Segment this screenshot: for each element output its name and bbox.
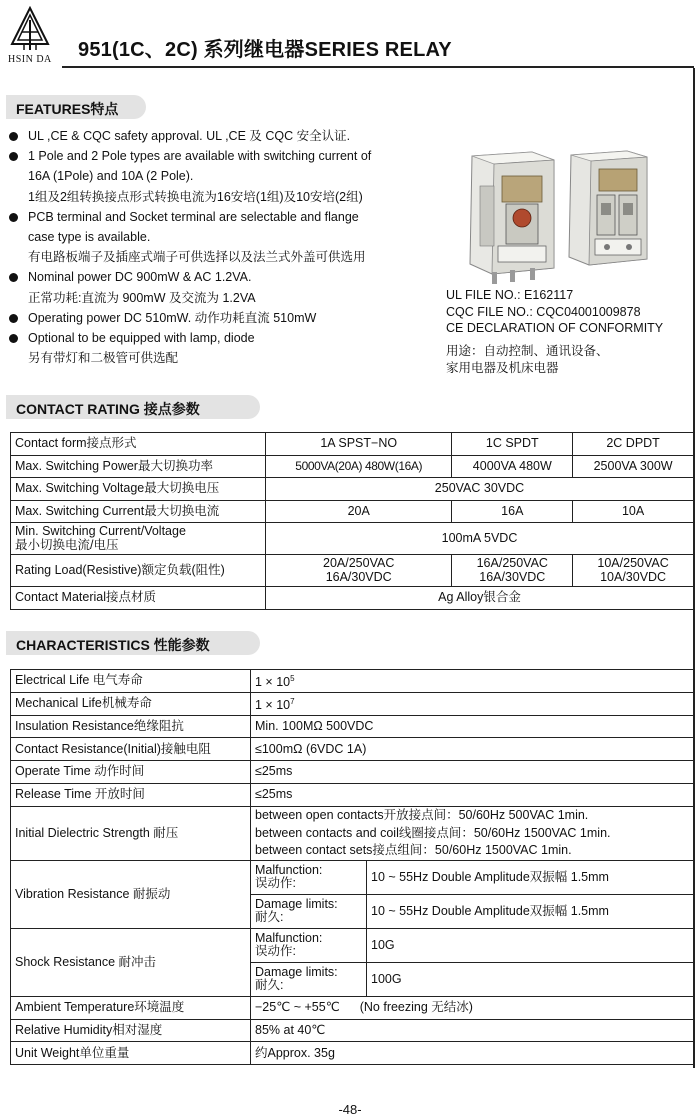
feature-line: case type is available. <box>28 230 151 245</box>
characteristics-heading: CHARACTERISTICS 性能参数 <box>6 631 260 655</box>
relay-2c-photo <box>563 147 651 273</box>
row-label: Insulation Resistance绝缘阻抗 <box>11 715 251 738</box>
table-cell: 100G <box>367 962 694 996</box>
sub-label-line: 误动作: <box>255 944 296 959</box>
sub-label-line: Malfunction: <box>255 862 323 877</box>
table-row <box>11 806 694 860</box>
row-label: Unit Weight单位重量 <box>11 1042 251 1065</box>
table-cell: 20A <box>266 500 452 523</box>
table-cell <box>251 806 694 860</box>
table-row <box>11 692 694 715</box>
table-row <box>11 1019 694 1042</box>
table-cell: 约Approx. 35g <box>251 1042 694 1065</box>
temperature-range: −25℃ ~ +55℃ <box>255 999 340 1014</box>
logo-text: HSIN DA <box>8 54 52 65</box>
sub-label-line: 耐久: <box>255 910 284 925</box>
cell-line: between open contacts开放接点间：50/60Hz 500VAC 1min. <box>255 808 589 823</box>
feature-item <box>8 308 428 328</box>
features-list <box>8 126 428 368</box>
row-label <box>11 523 266 555</box>
table-cell <box>251 670 694 693</box>
table-row <box>11 587 694 610</box>
row-label: Max. Switching Voltage最大切换电压 <box>11 478 266 501</box>
table-cell: 85% at 40℃ <box>251 1019 694 1042</box>
cell-line: 16A/30VDC <box>325 569 392 584</box>
feature-line: 有电路板端子及插座式端子可供选择以及法兰式外盖可供选用 <box>28 250 366 265</box>
characteristics-table <box>10 669 694 1065</box>
row-label: Contact form接点形式 <box>11 433 266 456</box>
table-cell <box>452 555 573 587</box>
feature-line: Optional to be equipped with lamp, diode <box>28 331 255 346</box>
row-label: Contact Material接点材质 <box>11 587 266 610</box>
table-cell: 2500VA 300W <box>573 455 694 478</box>
table-cell <box>573 555 694 587</box>
sub-label-line: Damage limits: <box>255 964 338 979</box>
table-cell: ≤25ms <box>251 783 694 806</box>
bullet-icon <box>9 213 18 222</box>
cell-line: 20A/250VAC <box>323 556 395 570</box>
sub-label <box>251 860 367 894</box>
row-label: Shock Resistance 耐冲击 <box>11 928 251 996</box>
row-label: Ambient Temperature环境温度 <box>11 996 251 1019</box>
pagoda-logo-icon <box>10 6 50 52</box>
feature-line: Operating power DC 510mW. 动作功耗直流 510mW <box>28 310 317 325</box>
table-cell: 1C SPDT <box>452 433 573 456</box>
usage-line: 用途：自动控制、通讯设备、 <box>446 344 609 358</box>
table-cell: Ag Alloy银合金 <box>266 587 694 610</box>
table-row <box>11 761 694 784</box>
cell-line: 16A/30VDC <box>479 569 546 584</box>
table-row <box>11 500 694 523</box>
table-row <box>11 783 694 806</box>
row-label-line: Min. Switching Current/Voltage <box>15 524 186 538</box>
bullet-icon <box>9 132 18 141</box>
feature-item <box>8 207 428 268</box>
table-cell <box>266 555 452 587</box>
ul-file-no: UL FILE NO.: E162117 <box>446 288 574 302</box>
table-row <box>11 433 694 456</box>
table-row <box>11 928 694 962</box>
table-row <box>11 523 694 555</box>
feature-item <box>8 126 428 146</box>
contact-rating-table <box>10 432 694 610</box>
bullet-icon <box>9 334 18 343</box>
bullet-icon <box>9 152 18 161</box>
table-cell: ≤100mΩ (6VDC 1A) <box>251 738 694 761</box>
sub-label-line: Damage limits: <box>255 896 338 911</box>
table-row <box>11 478 694 501</box>
table-cell: 2C DPDT <box>573 433 694 456</box>
feature-line: UL ,CE & CQC safety approval. UL ,CE 及 CQC 安全认证. <box>28 129 351 143</box>
feature-item <box>8 146 428 207</box>
table-row <box>11 860 694 894</box>
sub-label <box>251 962 367 996</box>
feature-line: Nominal power DC 900mW & AC 1.2VA. <box>28 270 252 285</box>
row-label: Release Time 开放时间 <box>11 783 251 806</box>
header-divider <box>62 66 694 68</box>
row-label: Rating Load(Resistive)额定负载(阻性) <box>11 555 266 587</box>
row-label: Max. Switching Current最大切换电流 <box>11 500 266 523</box>
value-exponent: 5 <box>290 674 295 684</box>
table-cell <box>251 692 694 715</box>
cell-line: 10A/30VDC <box>600 569 667 584</box>
row-label: Initial Dielectric Strength 耐压 <box>11 806 251 860</box>
row-label: Operate Time 动作时间 <box>11 761 251 784</box>
row-label: Contact Resistance(Initial)接触电阻 <box>11 738 251 761</box>
table-cell: 100mA 5VDC <box>266 523 694 555</box>
table-cell: 10G <box>367 928 694 962</box>
feature-line: 16A (1Pole) and 10A (2 Pole). <box>28 169 194 184</box>
row-label: Vibration Resistance 耐振动 <box>11 860 251 928</box>
table-cell: 5000VA(20A) 480W(16A) <box>266 455 452 478</box>
usage-line: 家用电器及机床电器 <box>446 361 559 375</box>
relay-1c-photo <box>462 146 558 286</box>
sub-label <box>251 894 367 928</box>
feature-line: PCB terminal and Socket terminal are selectable and flange <box>28 209 359 224</box>
page-number: -48- <box>338 1102 362 1117</box>
company-logo <box>8 6 54 64</box>
bullet-icon <box>9 273 18 282</box>
table-row <box>11 996 694 1019</box>
cell-line: between contacts and coil线圈接点间：50/60Hz 1500VAC 1min. <box>255 825 611 840</box>
sub-label-line: 误动作: <box>255 876 296 891</box>
row-label: Relative Humidity相对湿度 <box>11 1019 251 1042</box>
features-heading: FEATURES特点 <box>6 95 146 119</box>
table-row <box>11 738 694 761</box>
table-row <box>11 715 694 738</box>
feature-item <box>8 267 428 307</box>
sub-label-line: 耐久: <box>255 978 284 993</box>
row-label-line: 最小切换电流/电压 <box>15 537 119 552</box>
feature-line: 正常功耗:直流为 900mW 及交流为 1.2VA <box>28 290 256 305</box>
table-cell: ≤25ms <box>251 761 694 784</box>
file-info <box>446 287 663 337</box>
row-label: Mechanical Life机械寿命 <box>11 692 251 715</box>
table-cell: 10 ~ 55Hz Double Amplitude双振幅 1.5mm <box>367 860 694 894</box>
bullet-icon <box>9 314 18 323</box>
table-cell: 1A SPST−NO <box>266 433 452 456</box>
value-base: 1 × 10 <box>255 675 291 690</box>
feature-item <box>8 328 428 368</box>
table-cell: 16A <box>452 500 573 523</box>
table-cell: 250VAC 30VDC <box>266 478 694 501</box>
cell-line: 10A/250VAC <box>597 556 669 570</box>
contact-rating-heading: CONTACT RATING 接点参数 <box>6 395 260 419</box>
sub-label-line: Malfunction: <box>255 930 323 945</box>
table-cell <box>251 996 694 1019</box>
row-label: Max. Switching Power最大切换功率 <box>11 455 266 478</box>
usage-text <box>446 343 609 377</box>
page-title: 951(1C、2C) 系列继电器SERIES RELAY <box>78 39 452 61</box>
sub-label <box>251 928 367 962</box>
ce-declaration: CE DECLARATION OF CONFORMITY <box>446 321 664 335</box>
cqc-file-no: CQC FILE NO.: CQC04001009878 <box>446 304 641 319</box>
feature-line: 1组及2组转换接点形式转换电流为16安培(1组)及10安培(2组) <box>28 189 363 204</box>
table-cell: 10 ~ 55Hz Double Amplitude双振幅 1.5mm <box>367 894 694 928</box>
table-cell: 10A <box>573 500 694 523</box>
table-cell: Min. 100MΩ 500VDC <box>251 715 694 738</box>
value-base: 1 × 10 <box>255 698 291 713</box>
feature-line: 1 Pole and 2 Pole types are available with switching current of <box>28 149 372 164</box>
table-row <box>11 1042 694 1065</box>
value-exponent: 7 <box>290 696 295 706</box>
temperature-note: (No freezing 无结冰) <box>359 999 473 1014</box>
right-rule <box>693 68 695 1068</box>
table-cell: 4000VA 480W <box>452 455 573 478</box>
table-row <box>11 455 694 478</box>
feature-line: 另有带灯和二极管可供选配 <box>28 351 179 366</box>
row-label: Electrical Life 电气寿命 <box>11 670 251 693</box>
table-row <box>11 670 694 693</box>
cell-line: 16A/250VAC <box>476 556 548 570</box>
cell-line: between contact sets接点组间：50/60Hz 1500VAC 1min. <box>255 843 572 858</box>
table-row <box>11 555 694 587</box>
